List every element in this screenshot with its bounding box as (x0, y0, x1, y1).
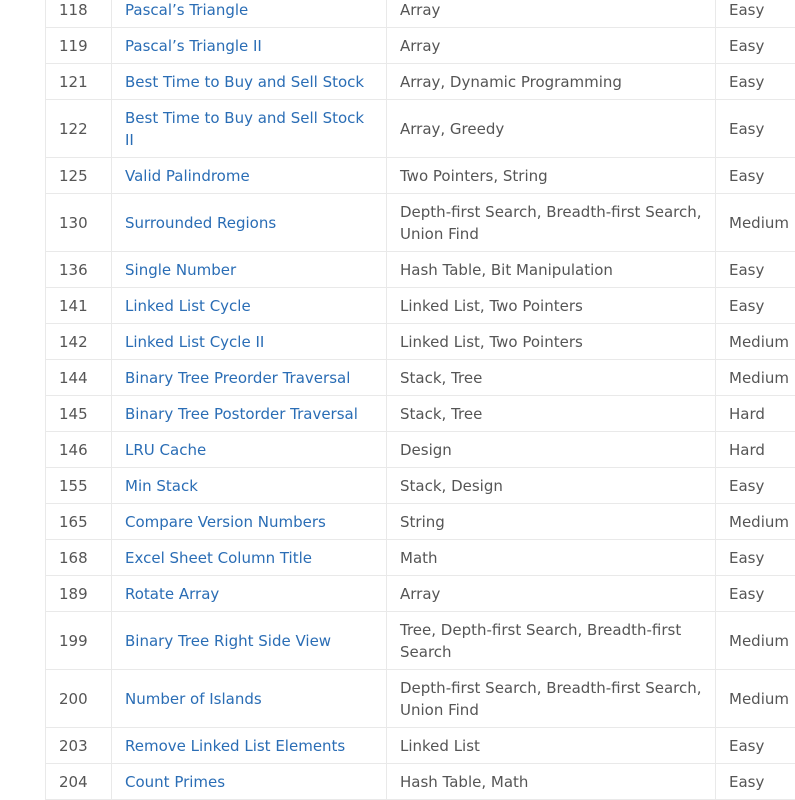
problem-difficulty: Medium (716, 612, 795, 670)
problem-title-link[interactable]: Valid Palindrome (125, 166, 250, 185)
table-row (46, 194, 795, 252)
problem-title-cell (112, 504, 387, 540)
table-row (46, 612, 795, 670)
problem-difficulty: Medium (716, 324, 795, 360)
problem-title-link[interactable]: Best Time to Buy and Sell Stock II (125, 108, 365, 149)
problem-number: 146 (46, 432, 112, 468)
problem-difficulty: Easy (716, 764, 795, 800)
problem-title-cell (112, 64, 387, 100)
problem-difficulty: Easy (716, 100, 795, 158)
problem-tags: Stack, Tree (387, 396, 716, 432)
problem-difficulty: Easy (716, 540, 795, 576)
problem-title-link[interactable]: Rotate Array (125, 584, 220, 603)
problem-difficulty: Hard (716, 396, 795, 432)
problem-title-cell (112, 28, 387, 64)
table-row (46, 764, 795, 800)
problem-title-link[interactable]: Linked List Cycle (125, 296, 251, 315)
problem-difficulty: Easy (716, 64, 795, 100)
problem-title-link[interactable]: Surrounded Regions (125, 213, 277, 232)
problem-title-cell (112, 252, 387, 288)
problem-title-link[interactable]: Min Stack (125, 476, 198, 495)
problem-tags: Tree, Depth-first Search, Breadth-first Search (387, 612, 716, 670)
problem-number: 145 (46, 396, 112, 432)
problem-number: 200 (46, 670, 112, 728)
table-row (46, 158, 795, 194)
problem-number: 141 (46, 288, 112, 324)
problem-number: 122 (46, 100, 112, 158)
problem-title-cell (112, 670, 387, 728)
problem-tags: Linked List, Two Pointers (387, 324, 716, 360)
problem-title-cell (112, 764, 387, 800)
problem-number: 189 (46, 576, 112, 612)
problem-title-cell (112, 360, 387, 396)
problem-title-cell (112, 324, 387, 360)
problem-difficulty: Easy (716, 0, 795, 28)
problem-title-link[interactable]: Remove Linked List Elements (125, 736, 346, 755)
problem-difficulty: Easy (716, 158, 795, 194)
table-row (46, 540, 795, 576)
table-row (46, 728, 795, 764)
problem-number: 144 (46, 360, 112, 396)
problem-number: 136 (46, 252, 112, 288)
problem-number: 119 (46, 28, 112, 64)
problem-title-cell (112, 728, 387, 764)
table-row (46, 324, 795, 360)
problem-difficulty: Easy (716, 468, 795, 504)
problem-tags: Array, Dynamic Programming (387, 64, 716, 100)
problem-tags: Array, Greedy (387, 100, 716, 158)
table-row (46, 64, 795, 100)
problem-title-link[interactable]: Binary Tree Preorder Traversal (125, 368, 351, 387)
problem-tags: Array (387, 28, 716, 64)
problem-title-link[interactable]: Pascal’s Triangle (125, 0, 249, 19)
problem-title-link[interactable]: Binary Tree Right Side View (125, 631, 332, 650)
table-row (46, 670, 795, 728)
table-row (46, 252, 795, 288)
problem-title-cell (112, 288, 387, 324)
problem-number: 168 (46, 540, 112, 576)
problem-tags: Depth-first Search, Breadth-first Search, Union Find (387, 194, 716, 252)
table-row (46, 100, 795, 158)
problem-title-link[interactable]: LRU Cache (125, 440, 207, 459)
problem-difficulty: Easy (716, 728, 795, 764)
table-row (46, 360, 795, 396)
problem-difficulty: Easy (716, 252, 795, 288)
problem-number: 203 (46, 728, 112, 764)
problem-tags: Hash Table, Bit Manipulation (387, 252, 716, 288)
problem-number: 165 (46, 504, 112, 540)
problem-difficulty: Easy (716, 576, 795, 612)
problem-title-cell (112, 432, 387, 468)
problem-title-link[interactable]: Pascal’s Triangle II (125, 36, 262, 55)
problem-number: 125 (46, 158, 112, 194)
problem-tags: Depth-first Search, Breadth-first Search, Union Find (387, 670, 716, 728)
problem-difficulty: Easy (716, 288, 795, 324)
problem-tags: Stack, Design (387, 468, 716, 504)
problem-difficulty: Easy (716, 28, 795, 64)
problem-table-container (45, 0, 789, 800)
problem-difficulty: Medium (716, 194, 795, 252)
problem-number: 121 (46, 64, 112, 100)
problem-title-link[interactable]: Count Primes (125, 772, 226, 791)
problem-title-link[interactable]: Single Number (125, 260, 237, 279)
problem-difficulty: Hard (716, 432, 795, 468)
problem-title-cell (112, 0, 387, 28)
problem-title-cell (112, 100, 387, 158)
table-row (46, 288, 795, 324)
problem-tags: Design (387, 432, 716, 468)
table-row (46, 504, 795, 540)
problem-title-cell (112, 576, 387, 612)
problem-tags: String (387, 504, 716, 540)
problem-table (45, 0, 795, 800)
problem-title-link[interactable]: Compare Version Numbers (125, 512, 326, 531)
table-row (46, 432, 795, 468)
problem-tags: Linked List (387, 728, 716, 764)
problem-title-cell (112, 158, 387, 194)
problem-tags: Array (387, 576, 716, 612)
problem-number: 204 (46, 764, 112, 800)
problem-table-body (46, 0, 795, 800)
table-row (46, 28, 795, 64)
table-row (46, 396, 795, 432)
problem-title-link[interactable]: Binary Tree Postorder Traversal (125, 404, 358, 423)
problem-number: 142 (46, 324, 112, 360)
problem-tags: Math (387, 540, 716, 576)
problem-title-cell (112, 194, 387, 252)
problem-difficulty: Medium (716, 670, 795, 728)
problem-title-link[interactable]: Linked List Cycle II (125, 332, 265, 351)
table-row (46, 576, 795, 612)
table-row (46, 0, 795, 28)
problem-difficulty: Medium (716, 504, 795, 540)
problem-title-cell (112, 468, 387, 504)
problem-tags: Stack, Tree (387, 360, 716, 396)
problem-title-link[interactable]: Excel Sheet Column Title (125, 548, 312, 567)
problem-difficulty: Medium (716, 360, 795, 396)
problem-title-cell (112, 396, 387, 432)
problem-title-cell (112, 612, 387, 670)
problem-tags: Linked List, Two Pointers (387, 288, 716, 324)
problem-tags: Two Pointers, String (387, 158, 716, 194)
problem-number: 199 (46, 612, 112, 670)
problem-number: 130 (46, 194, 112, 252)
problem-title-cell (112, 540, 387, 576)
problem-number: 155 (46, 468, 112, 504)
problem-title-link[interactable]: Best Time to Buy and Sell Stock (125, 72, 365, 91)
problem-tags: Hash Table, Math (387, 764, 716, 800)
problem-number: 118 (46, 0, 112, 28)
problem-tags: Array (387, 0, 716, 28)
table-row (46, 468, 795, 504)
problem-title-link[interactable]: Number of Islands (125, 689, 262, 708)
